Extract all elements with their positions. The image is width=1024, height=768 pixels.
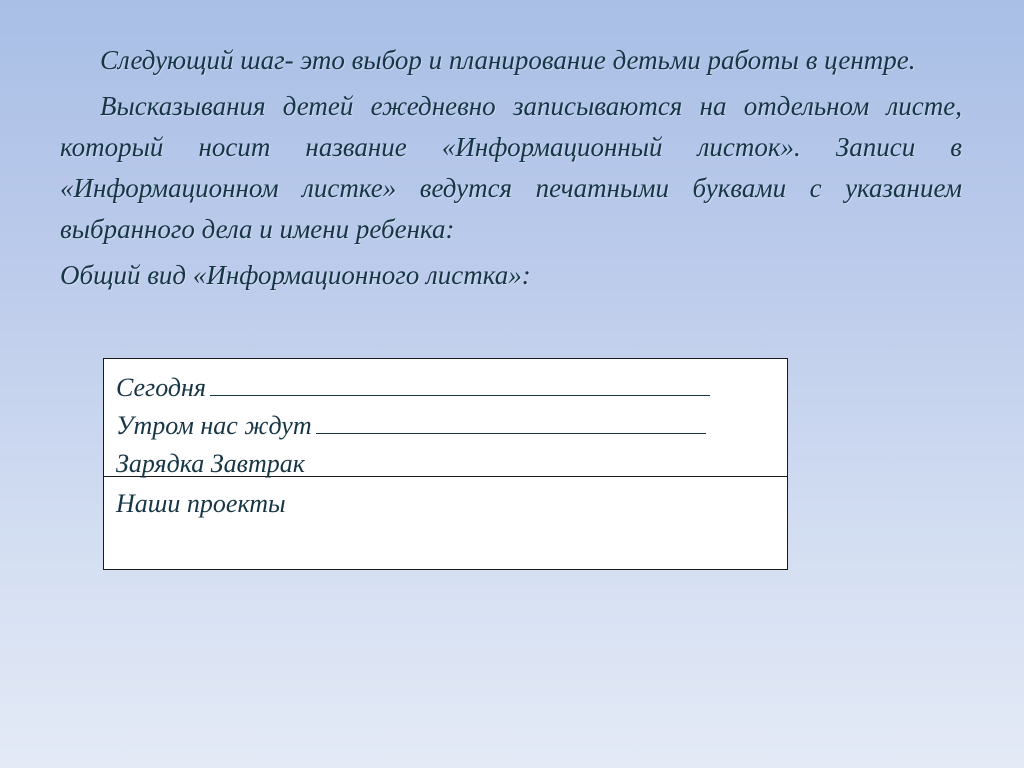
slide-text [60,40,962,301]
sheet-caption: Общий вид «Информационного листка»: [60,260,531,290]
projects-label: Наши проекты [116,489,286,518]
today-blank-line [210,394,710,396]
sheet-top-cell [104,359,787,477]
today-line [116,369,775,407]
paragraph-children-statements: Высказывания детей ежедневно записываются на отдельном листе, который носит название «Информационный листок». Записи в «Информационном листке» ведутся печатными буквами с указанием выбранного дела и имени ребенка: [60,91,962,244]
information-sheet-table [103,358,788,570]
morning-line [116,407,775,445]
activities-line: Зарядка Завтрак [116,449,305,478]
morning-label: Утром нас ждут [116,411,312,440]
morning-blank-line [316,432,706,434]
sheet-bottom-cell [104,477,787,569]
today-label: Сегодня [116,373,206,402]
paragraph-next-step: Следующий шаг- это выбор и планирование детьми работы в центре. [100,45,916,75]
